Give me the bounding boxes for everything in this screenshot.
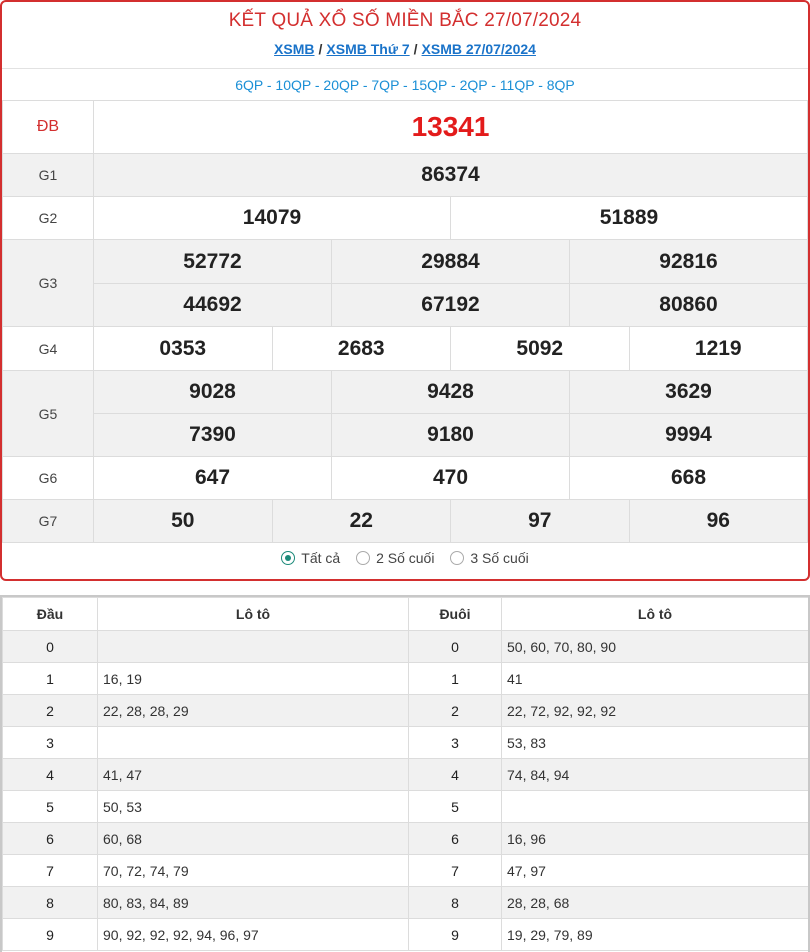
table-row (3, 759, 809, 791)
filter-option-3-digits[interactable] (450, 550, 528, 566)
loto-duoi-cell: 4 (409, 759, 502, 791)
prize-label-g4: G4 (3, 327, 94, 371)
prize-table (2, 100, 808, 543)
table-row (3, 791, 809, 823)
page-title: KẾT QUẢ XỔ SỐ MIỀN BẮC 27/07/2024 (228, 10, 582, 31)
prize-value: 7390 (94, 414, 332, 457)
prize-value: 67192 (332, 284, 570, 327)
loto-dau-cell: 3 (3, 727, 98, 759)
prize-value: 52772 (94, 240, 332, 284)
loto-panel (0, 595, 810, 952)
prize-value: 9428 (332, 371, 570, 414)
breadcrumb-link-weekday[interactable]: XSMB Thứ 7 (326, 41, 410, 57)
loto-dau-values: 90, 92, 92, 92, 94, 96, 97 (98, 919, 409, 951)
prize-value: 2683 (272, 327, 451, 371)
radio-icon[interactable] (356, 551, 370, 565)
breadcrumb-link-xsmb[interactable]: XSMB (274, 41, 315, 57)
prize-value: 22 (272, 500, 451, 543)
loto-duoi-values: 47, 97 (502, 855, 809, 887)
filter-option-label: 2 Số cuối (376, 550, 435, 566)
loto-duoi-cell: 2 (409, 695, 502, 727)
prize-value: 14079 (94, 197, 451, 240)
table-row (3, 855, 809, 887)
loto-duoi-values: 53, 83 (502, 727, 809, 759)
loto-dau-cell: 9 (3, 919, 98, 951)
prize-value: 96 (629, 500, 808, 543)
prize-value-db: 13341 (94, 101, 808, 154)
filter-option-2-digits[interactable] (356, 550, 434, 566)
loto-duoi-cell: 7 (409, 855, 502, 887)
radio-icon[interactable] (450, 551, 464, 565)
loto-duoi-values: 22, 72, 92, 92, 92 (502, 695, 809, 727)
prize-value: 92816 (570, 240, 808, 284)
prize-row-g4 (3, 327, 808, 371)
prize-value: 9028 (94, 371, 332, 414)
loto-duoi-values (502, 791, 809, 823)
prize-value: 0353 (94, 327, 273, 371)
table-row (3, 887, 809, 919)
prize-value: 80860 (570, 284, 808, 327)
loto-dau-cell: 5 (3, 791, 98, 823)
prize-value: 470 (332, 457, 570, 500)
prize-label-g3: G3 (3, 240, 94, 327)
column-header-loto: Lô tô (502, 598, 809, 631)
filter-option-label: Tất cả (301, 550, 341, 566)
prize-label-db: ĐB (3, 101, 94, 154)
loto-dau-values: 22, 28, 28, 29 (98, 695, 409, 727)
prize-label-g5: G5 (3, 371, 94, 457)
loto-dau-cell: 7 (3, 855, 98, 887)
prize-value: 86374 (94, 154, 808, 197)
prize-row-g6 (3, 457, 808, 500)
loto-duoi-cell: 3 (409, 727, 502, 759)
prize-codes: 6QP - 10QP - 20QP - 7QP - 15QP - 2QP - 11QP - 8QP (2, 68, 808, 100)
loto-dau-cell: 6 (3, 823, 98, 855)
loto-duoi-values: 16, 96 (502, 823, 809, 855)
loto-duoi-cell: 6 (409, 823, 502, 855)
loto-dau-values (98, 727, 409, 759)
loto-duoi-values: 74, 84, 94 (502, 759, 809, 791)
loto-dau-cell: 4 (3, 759, 98, 791)
prize-value: 50 (94, 500, 273, 543)
loto-dau-cell: 2 (3, 695, 98, 727)
prize-value: 51889 (451, 197, 808, 240)
prize-value: 9994 (570, 414, 808, 457)
filter-option-label: 3 Số cuối (470, 550, 529, 566)
table-row (3, 727, 809, 759)
prize-label-g7: G7 (3, 500, 94, 543)
prize-row-db (3, 101, 808, 154)
prize-value: 97 (451, 500, 630, 543)
prize-value: 5092 (451, 327, 630, 371)
filter-option-all[interactable] (281, 550, 340, 566)
column-header-loto: Lô tô (98, 598, 409, 631)
prize-label-g1: G1 (3, 154, 94, 197)
table-row (3, 695, 809, 727)
digit-filter (2, 550, 808, 568)
table-row (3, 631, 809, 663)
prize-row-g3-second (3, 284, 808, 327)
loto-dau-values: 80, 83, 84, 89 (98, 887, 409, 919)
loto-dau-cell: 8 (3, 887, 98, 919)
loto-dau-values: 16, 19 (98, 663, 409, 695)
prize-value: 44692 (94, 284, 332, 327)
loto-dau-values: 60, 68 (98, 823, 409, 855)
loto-duoi-cell: 9 (409, 919, 502, 951)
prize-row-g5-second (3, 414, 808, 457)
table-row (3, 919, 809, 951)
prize-value: 1219 (629, 327, 808, 371)
prize-value: 29884 (332, 240, 570, 284)
prize-label-g2: G2 (3, 197, 94, 240)
table-row (3, 823, 809, 855)
loto-dau-values: 41, 47 (98, 759, 409, 791)
loto-dau-values (98, 631, 409, 663)
loto-dau-values: 70, 72, 74, 79 (98, 855, 409, 887)
loto-duoi-values: 28, 28, 68 (502, 887, 809, 919)
loto-duoi-cell: 1 (409, 663, 502, 695)
loto-dau-values: 50, 53 (98, 791, 409, 823)
prize-row-g5 (3, 371, 808, 414)
prize-row-g7 (3, 500, 808, 543)
column-header-dau: Đầu (3, 598, 98, 631)
column-header-duoi: Đuôi (409, 598, 502, 631)
loto-duoi-cell: 5 (409, 791, 502, 823)
breadcrumb (2, 41, 808, 57)
breadcrumb-separator: / (318, 41, 323, 57)
loto-dau-cell: 0 (3, 631, 98, 663)
prize-label-g6: G6 (3, 457, 94, 500)
loto-table (2, 597, 809, 951)
prize-value: 9180 (332, 414, 570, 457)
prize-value: 668 (570, 457, 808, 500)
prize-row-g1 (3, 154, 808, 197)
table-row (3, 663, 809, 695)
loto-duoi-values: 50, 60, 70, 80, 90 (502, 631, 809, 663)
radio-selected-icon[interactable] (281, 551, 295, 565)
breadcrumb-link-date[interactable]: XSMB 27/07/2024 (421, 41, 536, 57)
loto-duoi-values: 19, 29, 79, 89 (502, 919, 809, 951)
loto-header-row (3, 598, 809, 631)
breadcrumb-separator: / (413, 41, 418, 57)
loto-duoi-values: 41 (502, 663, 809, 695)
loto-rows (3, 631, 809, 951)
loto-duoi-cell: 8 (409, 887, 502, 919)
loto-duoi-cell: 0 (409, 631, 502, 663)
prize-value: 3629 (570, 371, 808, 414)
prize-row-g2 (3, 197, 808, 240)
loto-dau-cell: 1 (3, 663, 98, 695)
prize-value: 647 (94, 457, 332, 500)
prize-row-g3 (3, 240, 808, 284)
